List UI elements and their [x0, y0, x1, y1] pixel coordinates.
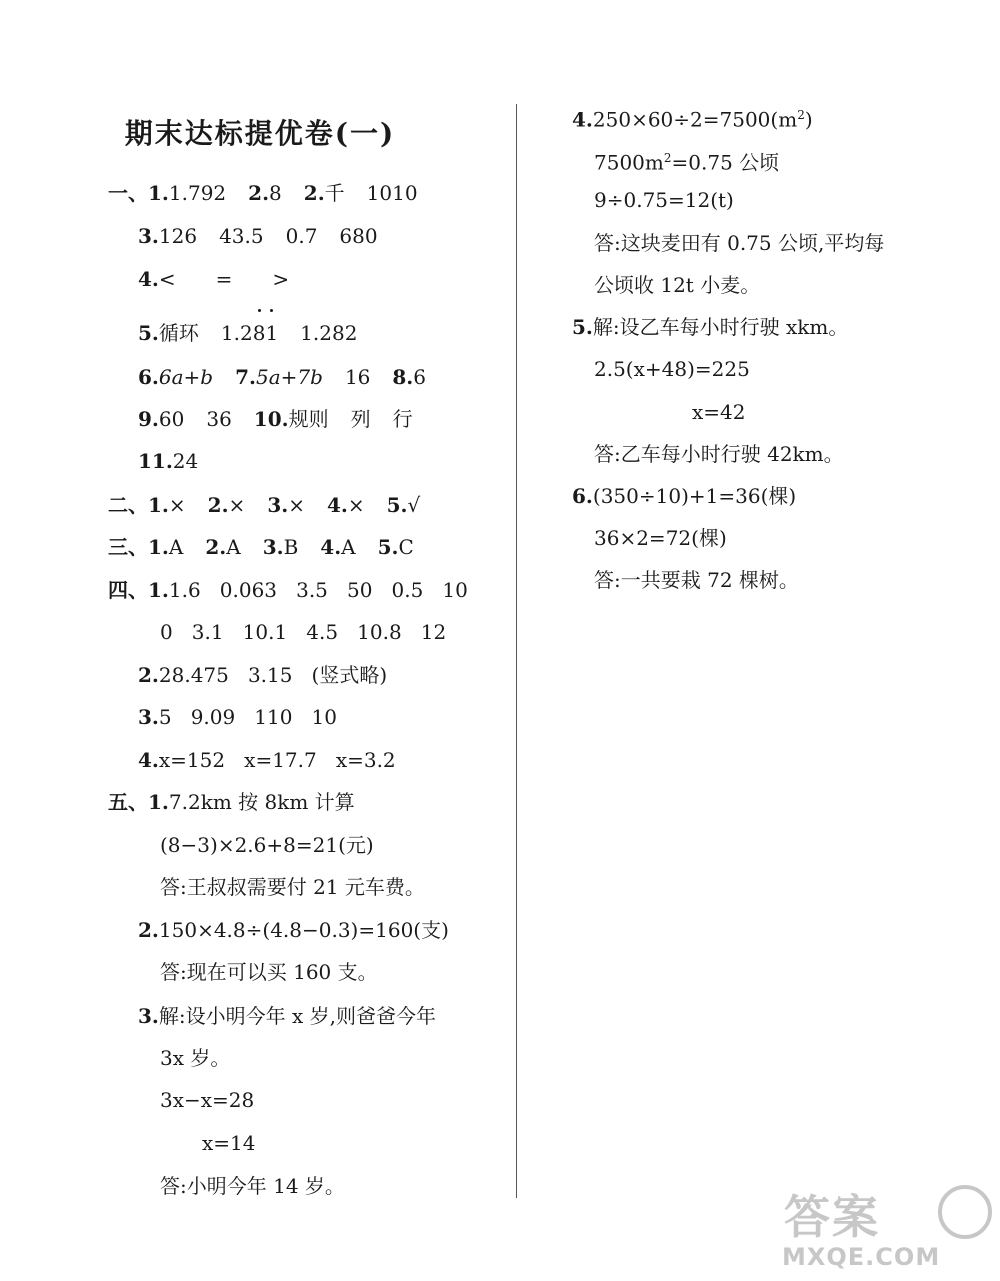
q-number: 5.	[138, 321, 159, 345]
answer: 8	[269, 181, 282, 205]
answer: 循环	[158, 321, 199, 345]
answer-text: 9÷0.75=12(t)	[594, 188, 734, 212]
answer: 126	[158, 224, 198, 248]
answer-text: x=42	[692, 400, 746, 424]
answer-text: (8−3)×2.6+8=21(元)	[160, 833, 374, 857]
q5-line-2	[594, 355, 750, 383]
q-number: 3.	[138, 224, 159, 248]
q-number: 1.	[148, 493, 169, 517]
q-number: 4.	[138, 748, 159, 772]
s4-line-4	[138, 703, 337, 731]
answer-text: 2.5(x+48)=225	[594, 357, 750, 381]
answer: B	[283, 535, 299, 559]
q-number: 6.	[572, 484, 593, 508]
answer-text: x=14	[202, 1131, 256, 1155]
q4-line-5	[594, 271, 760, 299]
s5-line-8	[160, 1086, 254, 1114]
q-number: 2.	[138, 663, 159, 687]
answer-text: )	[804, 107, 813, 132]
s5-line-10	[160, 1172, 345, 1200]
q4-line-2	[594, 144, 779, 177]
s1-line-1	[108, 179, 418, 207]
answer-values: 28.475 3.15 (竖式略)	[158, 663, 388, 687]
s1-line-2	[138, 222, 378, 250]
s4-line-3	[138, 661, 387, 689]
q-number: 5.	[386, 493, 408, 517]
answer-text: 3x 岁。	[160, 1046, 231, 1070]
answer: 千	[324, 181, 345, 205]
q-number: 4.	[572, 107, 593, 132]
s5-line-5	[160, 958, 378, 986]
answer-text: 7.2km 按 8km 计算	[168, 790, 355, 814]
section-1-label: 一、	[108, 181, 148, 205]
s5-line-2	[160, 831, 374, 859]
answer: A	[226, 535, 241, 559]
q-number: 6.	[138, 365, 159, 389]
answer-text: =0.75 公顷	[671, 150, 780, 175]
answer: 6a+b	[158, 365, 214, 389]
s5-line-6	[138, 1002, 436, 1030]
s3-line	[108, 533, 414, 561]
answer: 列	[350, 407, 371, 431]
q5-line-3	[692, 398, 746, 426]
s1-line-5	[138, 363, 426, 391]
q-number: 9.	[138, 407, 159, 431]
answer-text: 150×4.8÷(4.8−0.3)=160(支)	[158, 918, 449, 942]
s5-line-1	[108, 788, 355, 816]
q-number: 4.	[320, 535, 342, 559]
answer: C	[398, 535, 414, 559]
q-number: 11.	[138, 449, 173, 473]
answer-text: 答:小明今年 14 岁。	[160, 1174, 345, 1198]
s4-line-1	[108, 576, 468, 604]
q4-line-4	[594, 229, 884, 257]
answer: <	[158, 267, 176, 291]
s1-line-4	[138, 319, 357, 347]
s5-line-9	[202, 1129, 256, 1157]
answer-text: 3x−x=28	[160, 1088, 255, 1112]
answer: ×	[228, 493, 246, 517]
answer: 24	[172, 449, 199, 473]
answer: 36	[206, 407, 232, 431]
s5-line-7	[160, 1044, 230, 1072]
q-number: 5.	[377, 535, 399, 559]
answer-values: 0 3.1 10.1 4.5 10.8 12	[160, 620, 447, 644]
q-number: 2.	[207, 493, 229, 517]
q6-line-2	[594, 524, 727, 552]
answer-text: 36×2=72(棵)	[594, 526, 727, 550]
answer-text: 解:设乙车每小时行驶 xkm。	[592, 315, 849, 339]
q-number: 1.	[148, 535, 169, 559]
superscript: 2	[663, 151, 672, 165]
answer: 43.5	[219, 224, 264, 248]
watermark-text-cn: 答案	[784, 1190, 880, 1244]
section-2-label: 二、	[108, 493, 148, 517]
answer: >	[272, 267, 290, 291]
answer-values: x=152 x=17.7 x=3.2	[158, 748, 396, 772]
answer: 6	[413, 365, 427, 389]
q-number: 10.	[253, 407, 289, 431]
answer-text: 250×60÷2=7500(m	[592, 107, 798, 132]
section-3-label: 三、	[108, 535, 148, 559]
q-number: 5.	[572, 315, 593, 339]
answer-text: (350÷10)+1=36(棵)	[592, 484, 797, 508]
answer-values: 1.6 0.063 3.5 50 0.5 10	[168, 578, 468, 602]
q-number: 4.	[326, 493, 348, 517]
s5-line-3	[160, 873, 425, 901]
q6-line-3	[594, 566, 799, 594]
column-divider	[516, 104, 517, 1198]
answer: √	[407, 493, 421, 517]
q4-line-3	[594, 186, 734, 214]
answer: 16	[344, 365, 371, 389]
answer-text: 答:一共要栽 72 棵树。	[594, 568, 799, 592]
s4-line-5	[138, 746, 396, 774]
answer: ×	[168, 493, 186, 517]
answer: 规则	[288, 407, 329, 431]
answer: 1.282	[300, 321, 358, 345]
q-number: 3.	[267, 493, 289, 517]
answer: 60	[158, 407, 185, 431]
watermark-text-en: MXQE.COM	[782, 1243, 941, 1271]
answer-text: 解:设小明今年 x 岁,则爸爸今年	[158, 1004, 436, 1028]
answer-text: 7500m	[594, 150, 664, 175]
s2-line	[108, 491, 420, 519]
s1-line-6	[138, 405, 413, 433]
answer: 0.7	[285, 224, 318, 248]
s1-line-7	[138, 447, 198, 475]
answer: 680	[339, 224, 378, 248]
q-number: 2.	[248, 181, 270, 205]
q-number: 7.	[235, 365, 256, 389]
q-number: 3.	[138, 705, 159, 729]
q-number: 2.	[205, 535, 227, 559]
q-number: 4.	[138, 267, 159, 291]
answer-text: 答:乙车每小时行驶 42km。	[594, 442, 844, 466]
s4-line-2	[160, 618, 446, 646]
answer: 1010	[366, 181, 418, 205]
answer: A	[168, 535, 184, 559]
answer-text: 公顷收 12t 小麦。	[594, 273, 761, 297]
q5-line-4	[594, 440, 844, 468]
answer: ×	[347, 493, 365, 517]
q-number: 8.	[392, 365, 414, 389]
answer: A	[341, 535, 356, 559]
answer-values: 5 9.09 110 10	[158, 705, 337, 729]
s1-line-3	[138, 265, 289, 293]
answer-text: 答:现在可以买 160 支。	[160, 960, 378, 984]
watermark	[780, 1181, 994, 1277]
answer: 5a+7b	[256, 365, 323, 389]
q-number: 2.	[303, 181, 325, 205]
answer: 行	[392, 407, 413, 431]
section-4-label: 四、	[108, 578, 148, 602]
q6-line-1	[572, 482, 796, 510]
section-5-label: 五、	[108, 790, 148, 814]
page-title: 期末达标提优卷(一)	[124, 117, 396, 150]
q-number: 1.	[148, 790, 169, 814]
answer: =	[215, 267, 233, 291]
repeating-decimal: 1.2 8 1	[221, 321, 278, 345]
q-number: 3.	[138, 1004, 159, 1028]
s5-line-4	[138, 916, 449, 944]
superscript: 2	[797, 108, 805, 122]
q-number: 3.	[262, 535, 284, 559]
answer: ×	[288, 493, 305, 517]
q5-line-1	[572, 313, 848, 341]
answer-text: 答:这块麦田有 0.75 公顷,平均每	[594, 231, 885, 255]
answer: 1.792	[168, 181, 227, 205]
q4-line-1	[572, 101, 813, 134]
q-number: 1.	[148, 181, 169, 205]
watermark-seal-icon	[938, 1185, 992, 1239]
q-number: 1.	[148, 578, 169, 602]
q-number: 2.	[138, 918, 159, 942]
answer-text: 答:王叔叔需要付 21 元车费。	[160, 875, 425, 899]
